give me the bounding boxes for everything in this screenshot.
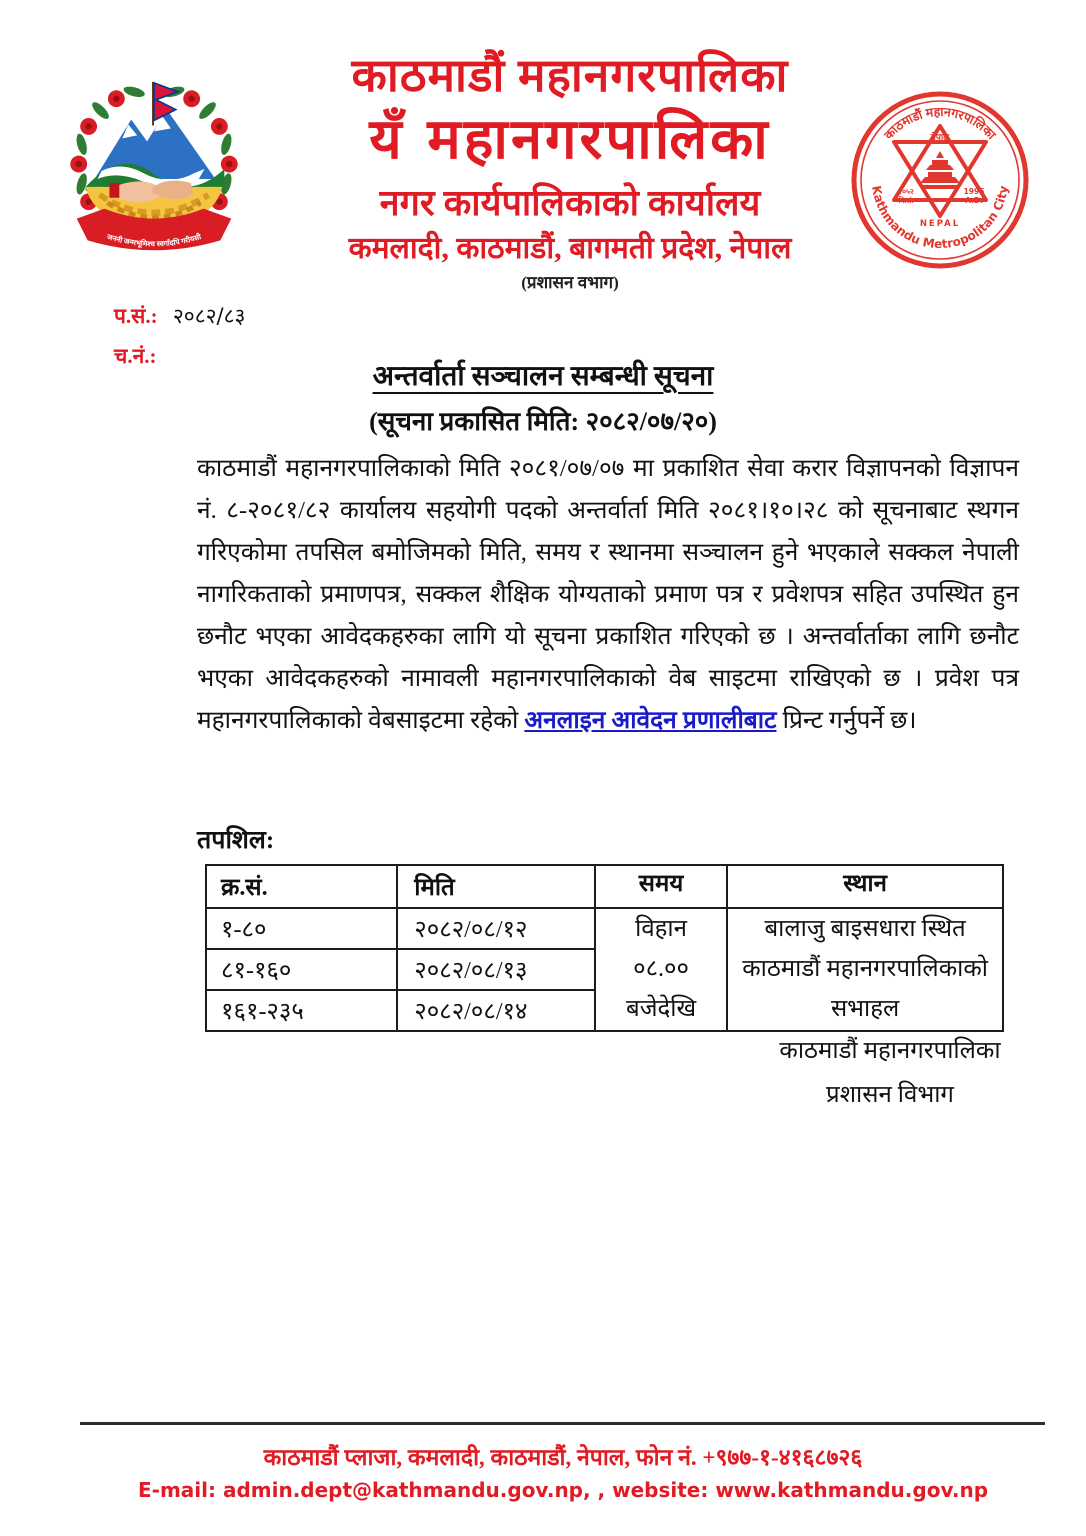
seal-nepal-label: नेपाल (930, 132, 950, 142)
table-header-row (206, 865, 1003, 908)
footer-address-phone: काठमाडौं प्लाजा, कमलादी, काठमाडौं, नेपाल, फोन नं. +९७७-१-४१६८७२६ (263, 1445, 863, 1470)
kmc-seal (850, 90, 1030, 270)
department-line: (प्रशासन वभाग) (521, 273, 619, 292)
signature-block (770, 1036, 1010, 1110)
emblem-motto-text: जननी जन्मभूमिश्च स्वर्गादपि गरीयसी (105, 232, 203, 249)
seal-ad-year: 1995 (963, 187, 985, 196)
chalani-number-label: च.नं.: (114, 344, 157, 368)
header-time: समय (595, 865, 727, 908)
notice-title: अन्तर्वार्ता सञ्चालन सम्बन्धी सूचना (372, 361, 714, 392)
header-venue: स्थान (727, 865, 1003, 908)
cell-date: २०८२/०८/१४ (397, 990, 595, 1031)
footer-email-website: E-mail: admin.dept@kathmandu.gov.np, , website: www.kathmandu.gov.np (137, 1478, 989, 1502)
seal-bottom-text: Kathmandu Metropolitan City (869, 184, 1011, 252)
cell-venue-merged: बालाजु बाइसधारा स्थित काठमाडौं महानगरपालिकाको सभाहल (727, 908, 1003, 1031)
address-line: कमलादी, काठमाडौं, बागमती प्रदेश, नेपाल (348, 232, 792, 265)
body-text-before-link: काठमाडौं महानगरपालिकाको मिति २०८१/०७/०७ मा प्रकाशित सेवा करार विज्ञापनको विज्ञापन नं. ८-२०८१/८२ कार्यालय सहयोगी पदको अन्तर्वार्ता मिति २०८१।१०।२८ को सूचनाबाट स्थगन गरिएकोमा तपसिल बमोजिमको मिति, समय र स्थानमा सञ्चालन हुने भएकाले सक्कल नेपाली नागरिकताको प्रमाणपत्र, सक्कल शैक्षिक योग्यताको प्रमाण पत्र र प्रवेशपत्र सहित उपस्थित हुन छनौट भएका आवेदकहरुका लागि यो सूचना प्रकाशित गरिएको छ । अन्तर्वार्ताका लागि छनौट भएका आवेदकहरुको नामावली महानगरपालिकाको वेब साइटमा राखिएको छ । प्रवेश पत्र महानगरपालिकाको वेबसाइटमा रहेको (197, 455, 1019, 734)
seal-bs-year: २०५२ (898, 187, 914, 196)
table-row (206, 908, 1003, 949)
body-text-after-link: प्रिन्ट गर्नुपर्ने छ। (776, 707, 917, 734)
letterhead (230, 50, 910, 296)
cell-time-merged: विहान ०८.०० बजेदेखि (595, 908, 727, 1031)
notice-published-date: (सूचना प्रकासित मिति: २०८२/०७/२०) (369, 407, 717, 436)
footer-divider (80, 1422, 1045, 1425)
patra-number-value: २०८२/८३ (172, 304, 246, 328)
cell-serial: १-८० (206, 908, 397, 949)
nepal-emblem-logo (50, 78, 258, 270)
cell-serial: १६१-२३५ (206, 990, 397, 1031)
online-application-link[interactable]: अनलाइन आवेदन प्रणालीबाट (524, 707, 777, 734)
signature-org: काठमाडौं महानगरपालिका (779, 1038, 1001, 1064)
details-label: तपशिल: (197, 827, 275, 854)
cell-serial: ८१-१६० (206, 949, 397, 990)
header-date: मिति (397, 865, 595, 908)
seal-country-label: NEPAL (919, 219, 961, 229)
seal-bs-label: वि.सं. (898, 196, 914, 205)
cell-date: २०८२/०८/१३ (397, 949, 595, 990)
schedule-table (205, 864, 1004, 1032)
signature-dept: प्रशासन विभाग (826, 1082, 954, 1108)
seal-top-text: काठमाडौं महानगरपालिका (881, 104, 999, 143)
cell-date: २०८२/०८/१२ (397, 908, 595, 949)
seal-ad-label: A.D. (965, 196, 983, 205)
seal-temple-icon (920, 151, 960, 189)
patra-number-label: प.सं.: (114, 304, 158, 328)
notice-body (197, 448, 1019, 742)
patra-number-row (114, 296, 245, 336)
office-line: नगर कार्यपालिकाको कार्यालय (379, 183, 761, 223)
header-serial: क्र.सं. (206, 865, 397, 908)
org-name: काठमाडौं महानगरपालिका (351, 50, 789, 101)
stylized-script-line: यँ महानगरपालिका (369, 107, 771, 172)
